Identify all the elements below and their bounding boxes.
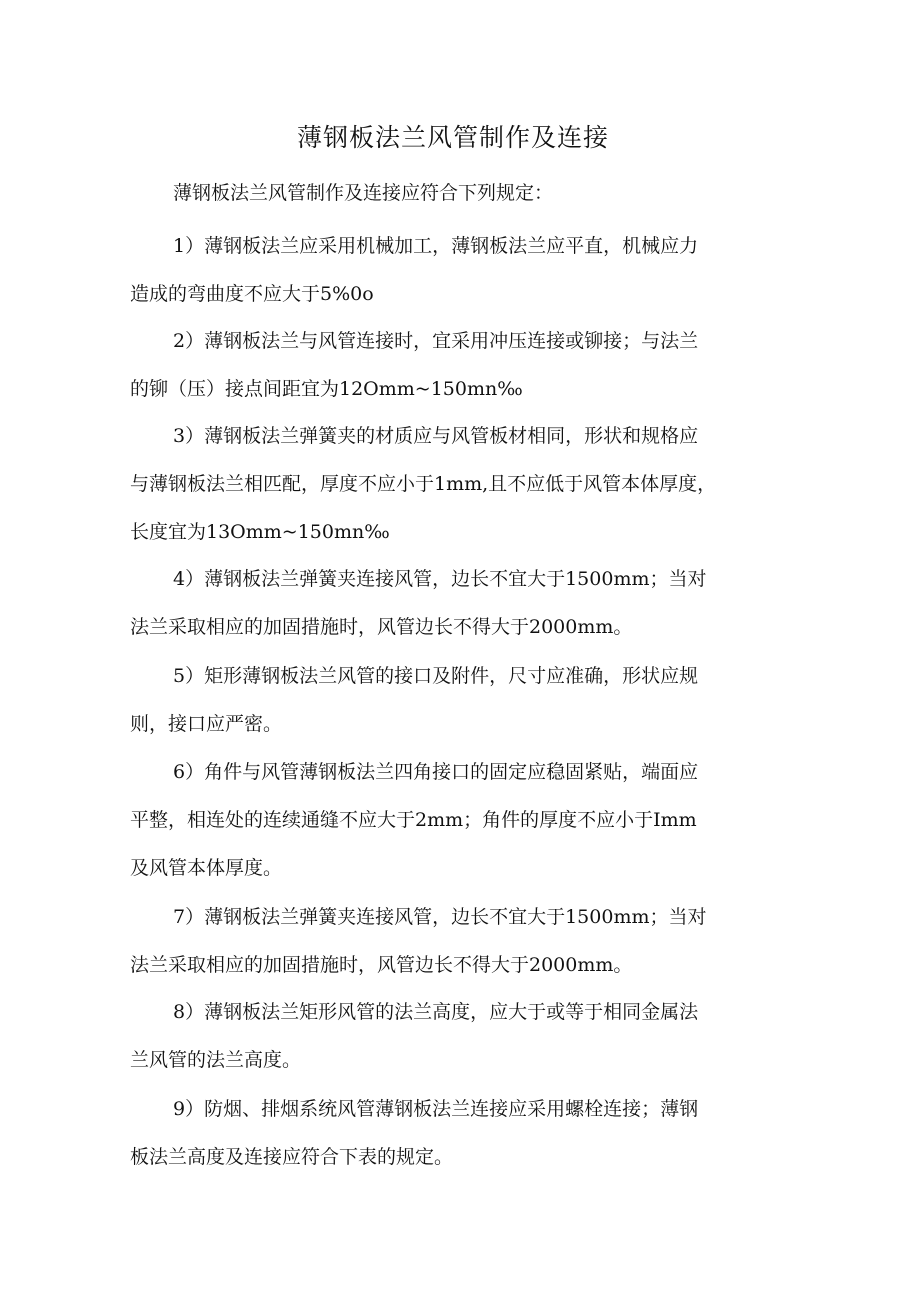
clause-7	[130, 893, 780, 989]
clause-line: 造成的弯曲度不应大于5%0o	[130, 283, 374, 305]
clause-line: 8）薄钢板法兰矩形风管的法兰高度，应大于或等于相同金属法	[173, 1001, 699, 1023]
clause-line: 法兰采取相应的加固措施时，风管边长不得大于2000mm。	[130, 616, 633, 638]
clause-line: 法兰采取相应的加固措施时，风管边长不得大于2000mm。	[130, 954, 633, 976]
clause-line: 板法兰高度及连接应符合下表的规定。	[130, 1146, 454, 1168]
clause-1	[130, 222, 780, 318]
clause-line: 兰风管的法兰高度。	[130, 1049, 302, 1071]
clause-8	[130, 988, 780, 1084]
clause-line: 则，接口应严密。	[130, 713, 283, 735]
clause-2	[130, 317, 780, 413]
document-title: 薄钢板法兰风管制作及连接	[296, 123, 609, 152]
clause-line: 6）角件与风管薄钢板法兰四角接口的固定应稳固紧贴，端面应	[173, 761, 699, 783]
clause-line: 的铆（压）接点间距宜为12Omm~150mn‰	[130, 378, 523, 400]
clause-5	[130, 652, 780, 748]
clause-line: 9）防烟、排烟系统风管薄钢板法兰连接应采用螺栓连接；薄钢	[173, 1098, 699, 1120]
clause-line: 长度宜为13Omm~150mn‰	[130, 521, 390, 543]
clause-4	[130, 555, 780, 651]
clause-line: 7）薄钢板法兰弹簧夹连接风管，边长不宜大于1500mm；当对	[173, 906, 707, 928]
clause-line: 2）薄钢板法兰与风管连接时，宜采用冲压连接或铆接；与法兰	[173, 330, 699, 352]
clause-line: 平整，相连处的连续通缝不应大于2mm；角件的厚度不应小于Imm	[130, 809, 697, 831]
clause-3	[130, 412, 780, 556]
clause-line: 与薄钢板法兰相匹配，厚度不应小于1mm,且不应低于风管本体厚度，	[130, 473, 717, 495]
clause-line: 1）薄钢板法兰应采用机械加工，薄钢板法兰应平直，机械应力	[173, 235, 699, 257]
clause-6	[130, 748, 780, 892]
clause-line: 4）薄钢板法兰弹簧夹连接风管，边长不宜大于1500mm；当对	[173, 568, 707, 590]
clause-line: 5）矩形薄钢板法兰风管的接口及附件，尺寸应准确，形状应规	[173, 665, 699, 687]
clause-9	[130, 1085, 780, 1181]
intro-paragraph: 薄钢板法兰风管制作及连接应符合下列规定：	[173, 182, 554, 204]
clause-line: 3）薄钢板法兰弹簧夹的材质应与风管板材相同，形状和规格应	[173, 425, 699, 447]
clause-line: 及风管本体厚度。	[130, 857, 283, 879]
